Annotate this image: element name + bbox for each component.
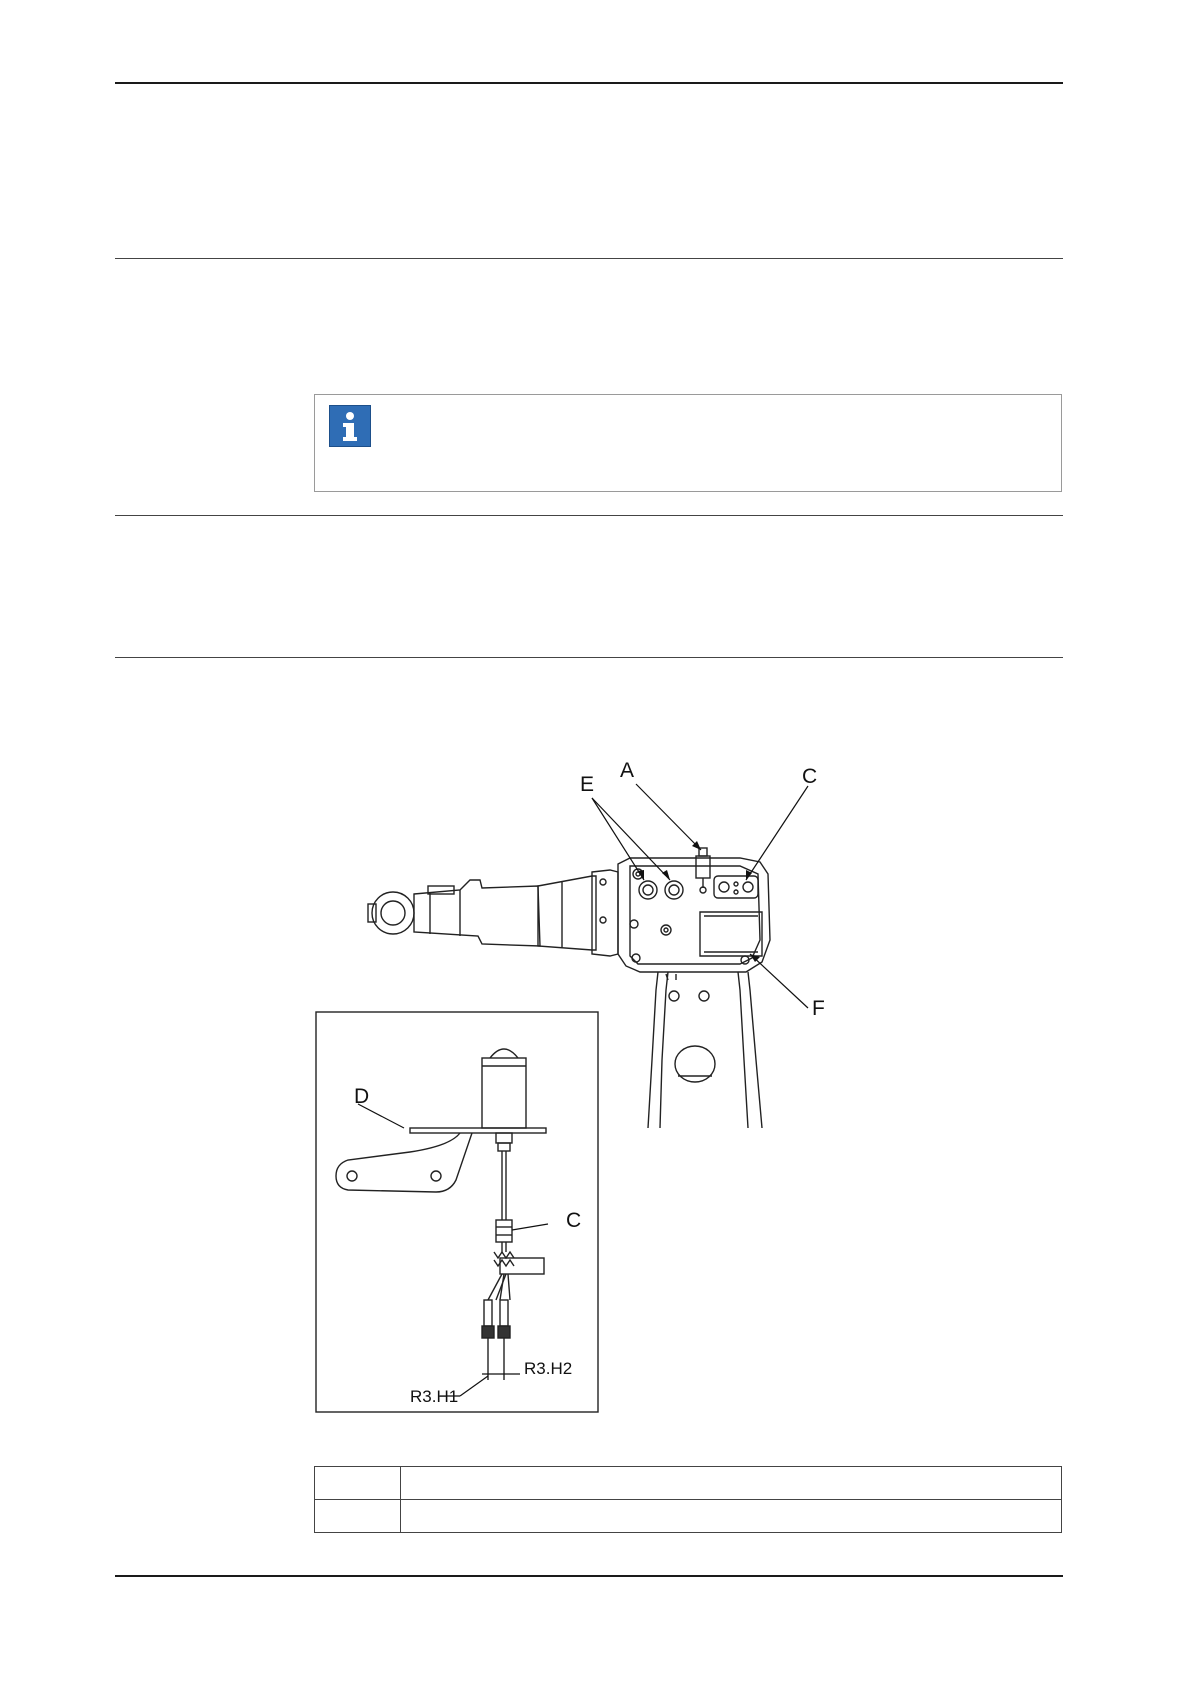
callout-d: D — [354, 1085, 370, 1108]
table-cell — [401, 1500, 1062, 1533]
detail-frame — [316, 1012, 598, 1412]
robot-arm-drawing — [300, 740, 860, 1420]
section-divider-3 — [115, 657, 1063, 658]
callout-c-detail: C — [566, 1209, 582, 1232]
table-cell — [315, 1467, 401, 1500]
section-divider-2 — [115, 515, 1063, 516]
table-cell — [401, 1467, 1062, 1500]
section-divider-1 — [115, 258, 1063, 259]
footer-rule — [115, 1575, 1063, 1577]
callout-r3-h2: R3.H2 — [524, 1359, 573, 1378]
callout-e: E — [580, 773, 595, 796]
info-icon — [329, 405, 371, 447]
note-box — [314, 394, 1062, 492]
table-row — [315, 1467, 1062, 1500]
callout-f: F — [812, 997, 825, 1020]
callout-a: A — [620, 759, 635, 782]
callout-c-main: C — [802, 765, 818, 788]
header-rule — [115, 82, 1063, 84]
table-row — [315, 1500, 1062, 1533]
item-table — [314, 1466, 1062, 1533]
callout-r3-h1: R3.H1 — [410, 1387, 459, 1406]
robot-arm-figure — [300, 740, 860, 1420]
table-cell — [315, 1500, 401, 1533]
